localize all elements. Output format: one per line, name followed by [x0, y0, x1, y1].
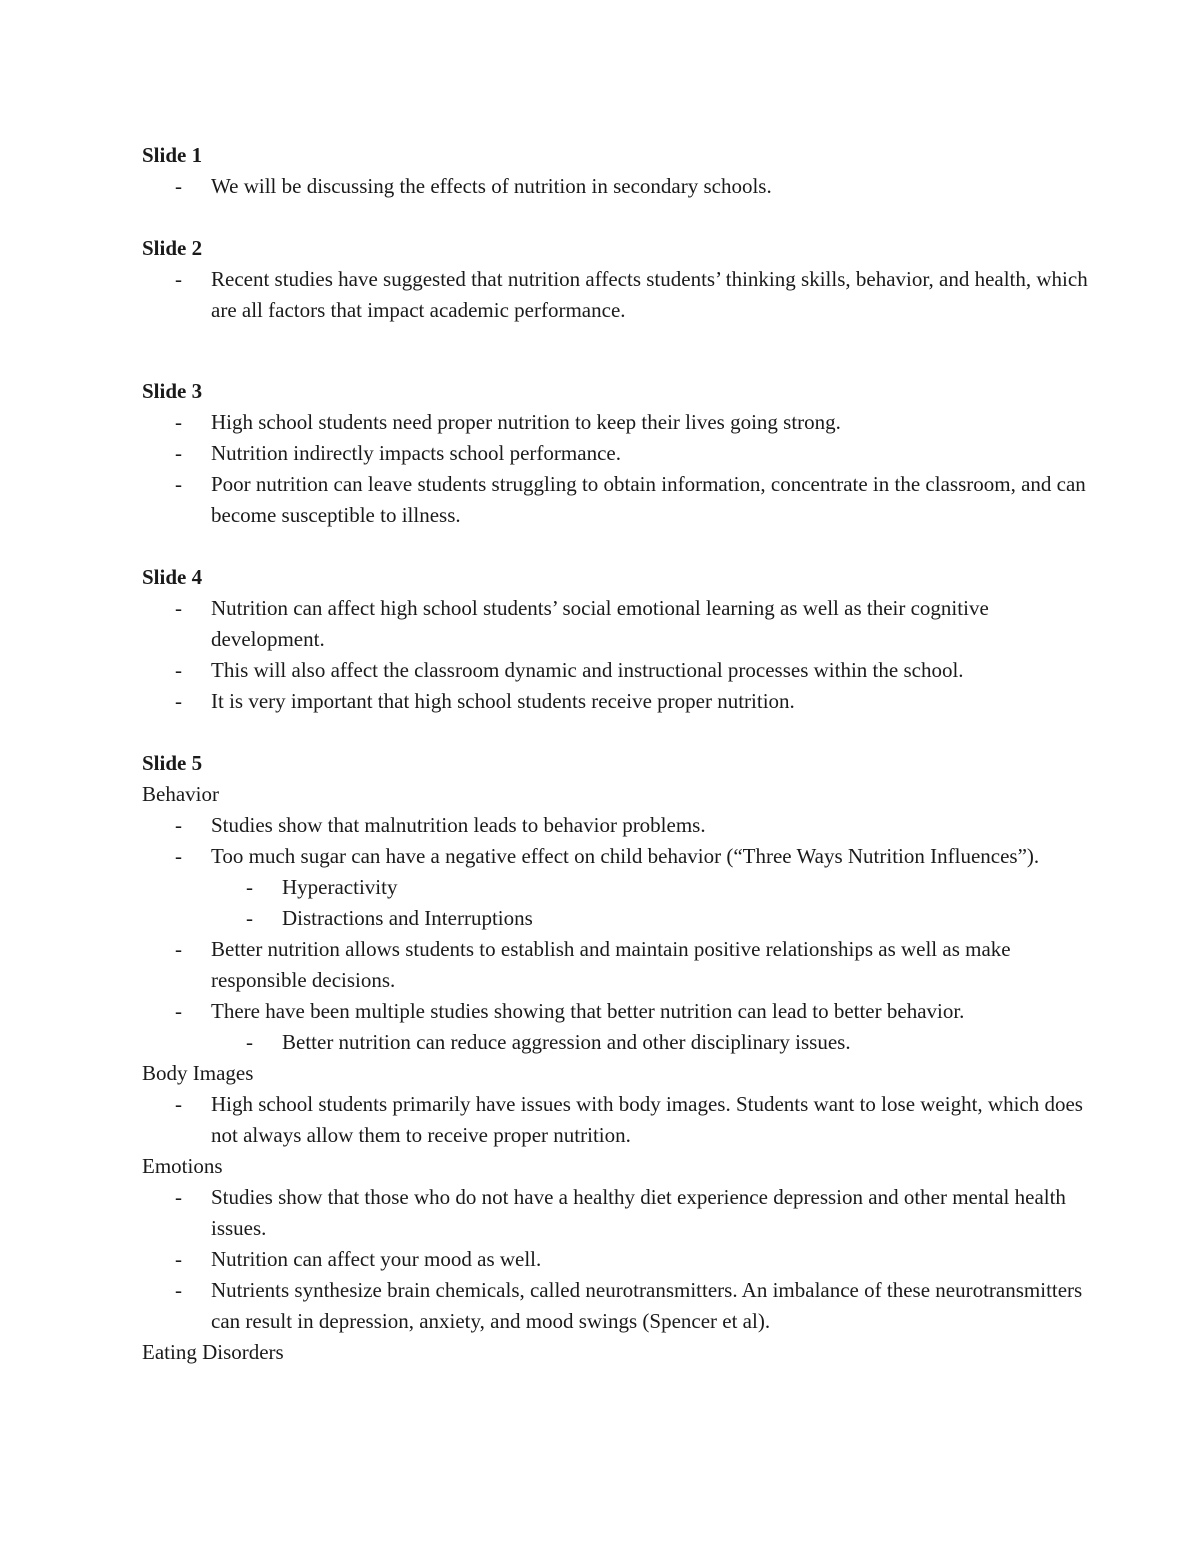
- slide-3-bullet-list: [142, 407, 1092, 531]
- list-item: - It is very important that high school students receive proper nutrition.: [142, 686, 1092, 717]
- spacer: [142, 202, 1092, 233]
- list-item: - Nutrients synthesize brain chemicals, called neurotransmitters. An imbalance of these neurotransmitters can result in depression, anxiety, and mood swings (Spencer et al).: [142, 1275, 1092, 1337]
- behavior-bullet-list: [142, 810, 1092, 1058]
- list-item: - High school students primarily have issues with body images. Students want to lose weight, which does not always allow them to receive proper nutrition.: [142, 1089, 1092, 1151]
- list-item: [142, 996, 1092, 1058]
- slide-5-title: Slide 5: [142, 751, 203, 775]
- sub-list-item: - Distractions and Interruptions: [142, 903, 1092, 934]
- spacer: [142, 531, 1092, 562]
- sub-list-item: - Better nutrition can reduce aggression and other disciplinary issues.: [142, 1027, 1092, 1058]
- list-item: - Nutrition can affect your mood as well.: [142, 1244, 1092, 1275]
- spacer: [142, 717, 1092, 748]
- list-item: - Recent studies have suggested that nutrition affects students’ thinking skills, behavior, and health, which are all factors that impact academic performance.: [142, 264, 1092, 326]
- list-item: - High school students need proper nutrition to keep their lives going strong.: [142, 407, 1092, 438]
- body-images-bullet-list: [142, 1089, 1092, 1151]
- spacer: [142, 326, 1092, 376]
- emotions-heading: Emotions: [142, 1154, 223, 1178]
- list-item: - Nutrition can affect high school students’ social emotional learning as well as their cognitive development.: [142, 593, 1092, 655]
- slide-2-section: [142, 233, 1092, 326]
- slide-1-bullet-list: [142, 171, 1092, 202]
- list-item-text: Too much sugar can have a negative effect on child behavior (“Three Ways Nutrition Influences”).: [211, 844, 1040, 868]
- slide-1-section: [142, 140, 1092, 202]
- list-item: [142, 841, 1092, 934]
- sub-bullet-list: [211, 872, 1092, 934]
- list-item: - We will be discussing the effects of nutrition in secondary schools.: [142, 171, 1092, 202]
- slide-4-title: Slide 4: [142, 565, 203, 589]
- slide-3-title: Slide 3: [142, 379, 203, 403]
- slide-1-title: Slide 1: [142, 143, 203, 167]
- list-item: - Nutrition indirectly impacts school performance.: [142, 438, 1092, 469]
- document-body: [142, 140, 1092, 1368]
- slide-5-section: [142, 748, 1092, 1368]
- slide-4-bullet-list: [142, 593, 1092, 717]
- list-item: - Studies show that malnutrition leads to behavior problems.: [142, 810, 1092, 841]
- eating-disorders-heading: Eating Disorders: [142, 1340, 284, 1364]
- sub-list-item: - Hyperactivity: [142, 872, 1092, 903]
- slide-3-section: [142, 376, 1092, 531]
- list-item: - Poor nutrition can leave students struggling to obtain information, concentrate in the classroom, and can become susceptible to illness.: [142, 469, 1092, 531]
- slide-2-bullet-list: [142, 264, 1092, 326]
- list-item: - Better nutrition allows students to establish and maintain positive relationships as well as make responsible decisions.: [142, 934, 1092, 996]
- sub-bullet-list: [211, 1027, 1092, 1058]
- body-images-heading: Body Images: [142, 1061, 254, 1085]
- slide-4-section: [142, 562, 1092, 717]
- behavior-heading: Behavior: [142, 782, 219, 806]
- emotions-bullet-list: [142, 1182, 1092, 1337]
- list-item: - This will also affect the classroom dynamic and instructional processes within the school.: [142, 655, 1092, 686]
- list-item: - Studies show that those who do not have a healthy diet experience depression and other mental health issues.: [142, 1182, 1092, 1244]
- list-item-text: There have been multiple studies showing that better nutrition can lead to better behavior.: [211, 999, 965, 1023]
- slide-2-title: Slide 2: [142, 236, 203, 260]
